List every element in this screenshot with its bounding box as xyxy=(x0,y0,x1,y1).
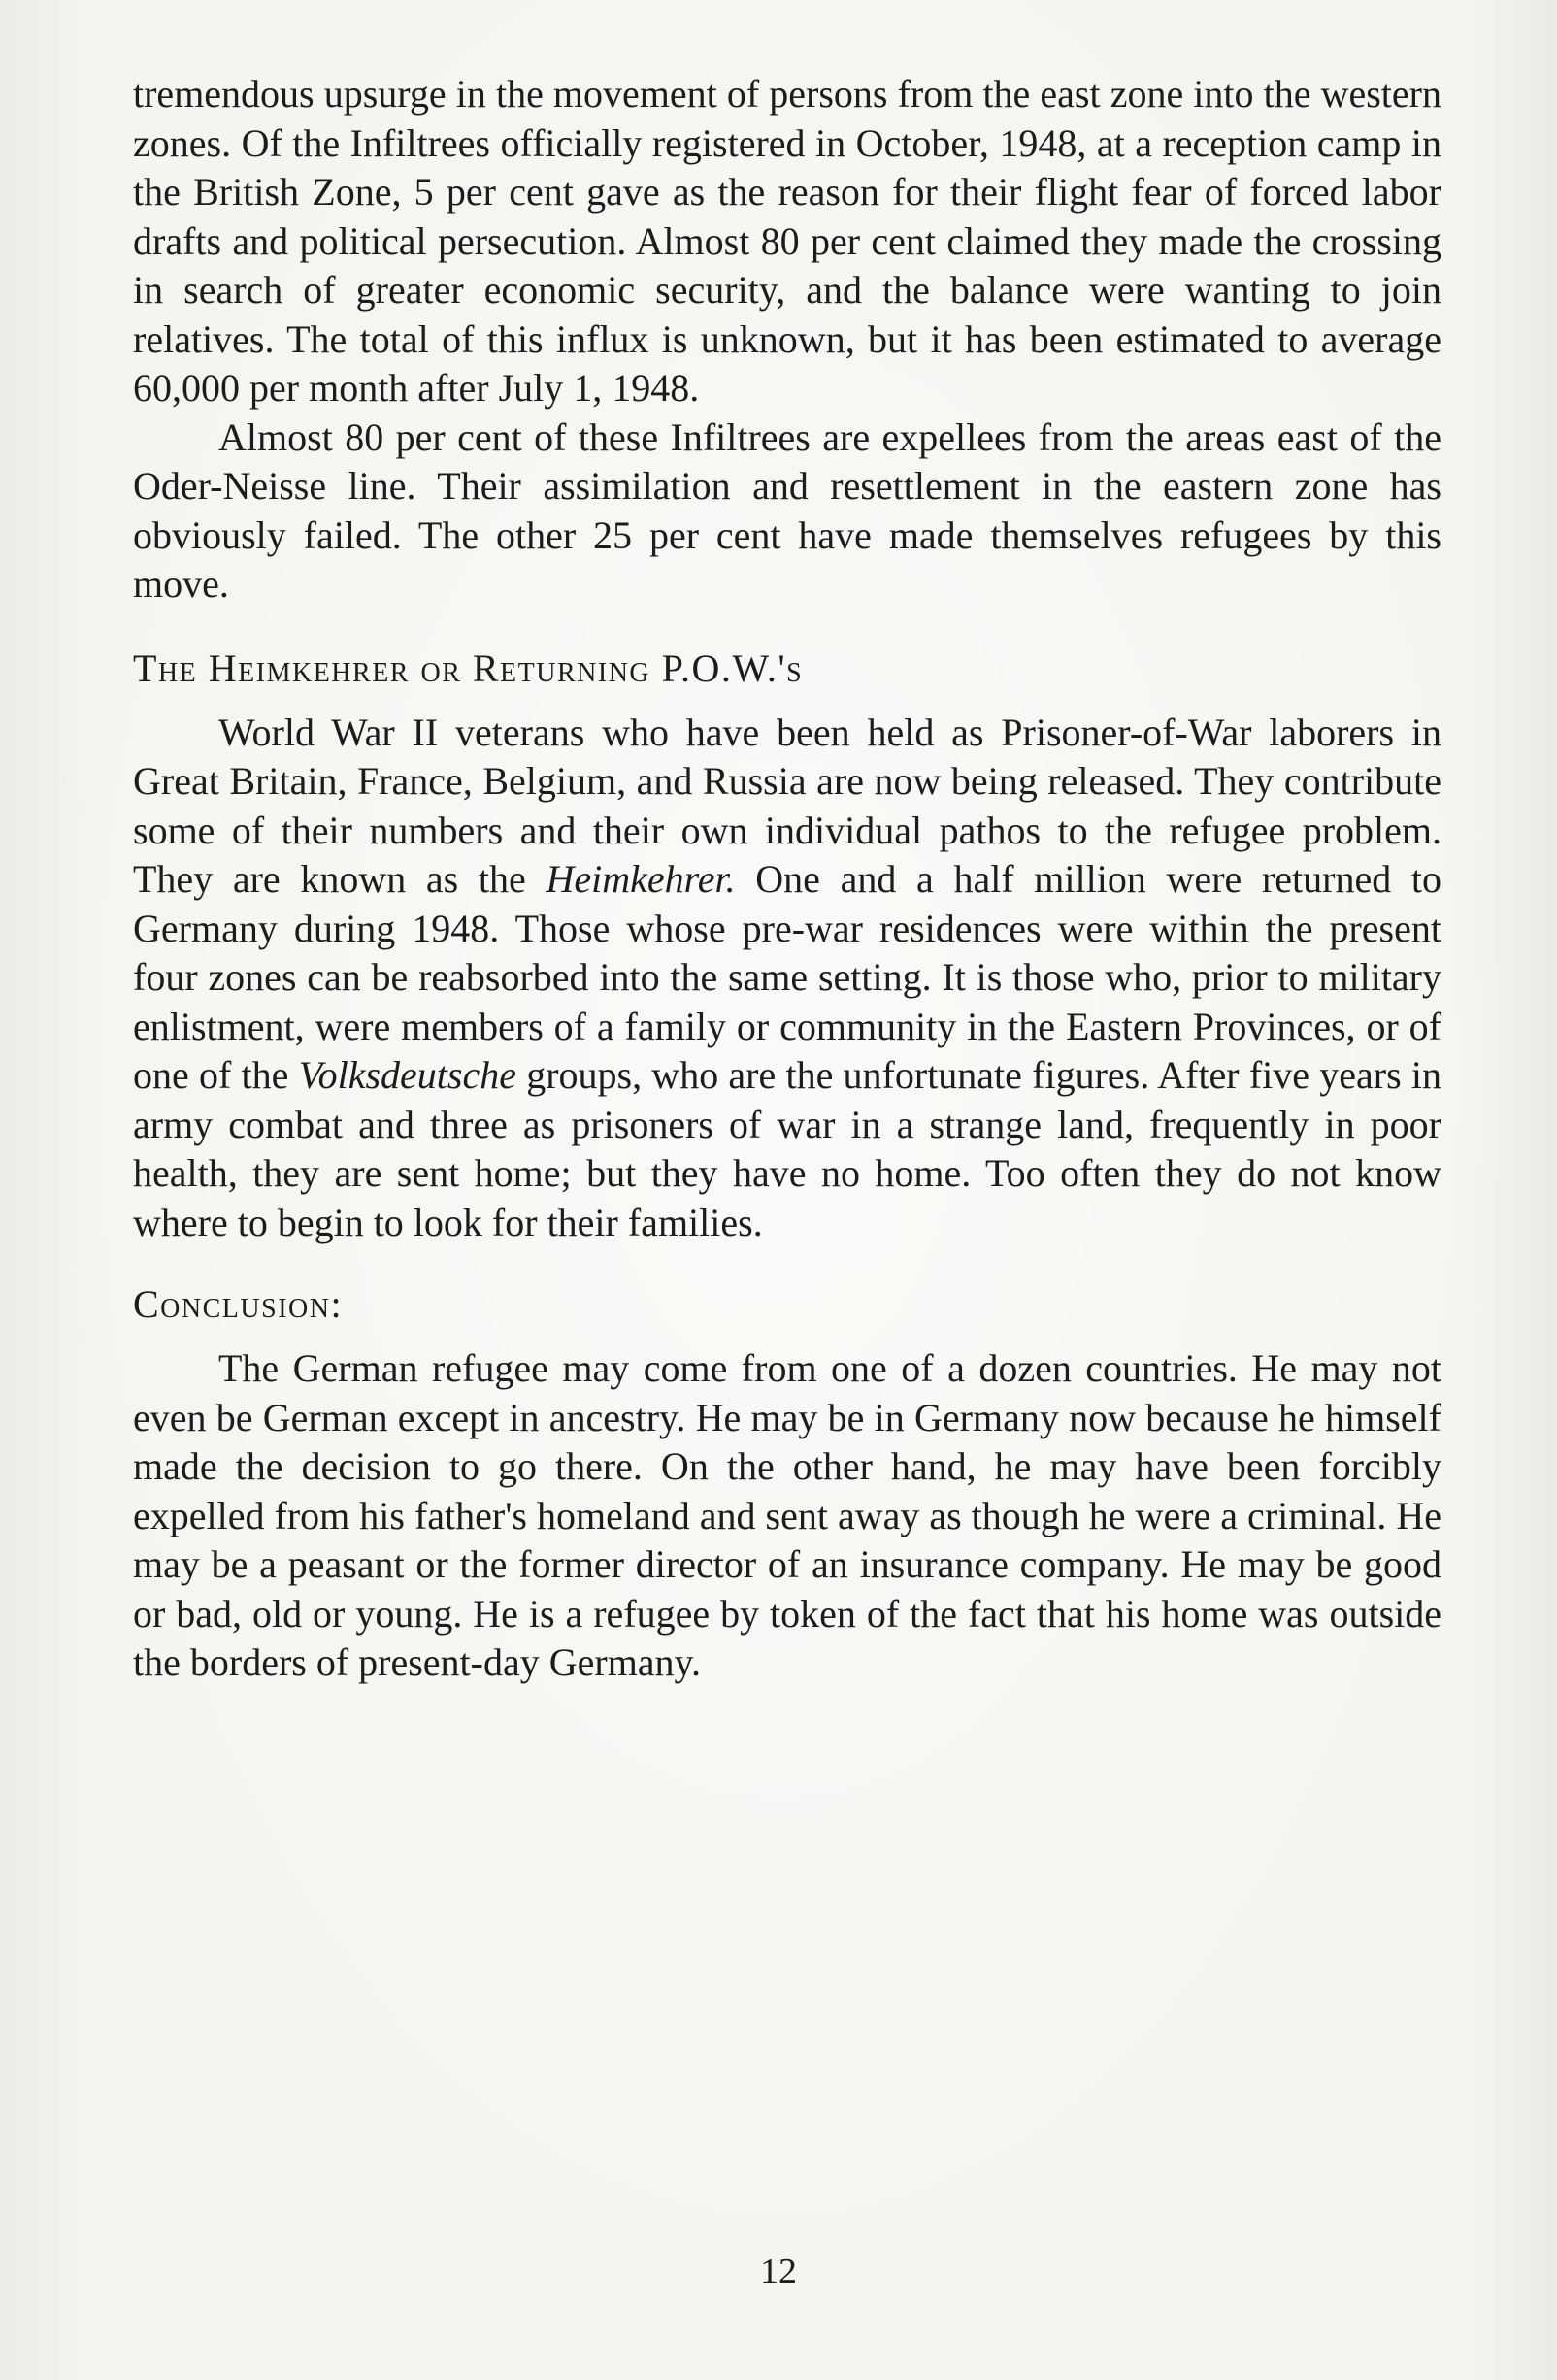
body-text xyxy=(133,70,1441,1688)
paragraph-heimkehrer xyxy=(133,709,1441,1248)
paragraph-conclusion: The German refugee may come from one of a dozen countries. He may not even be German except in ancestry. He may be in Germany now because he himself made the decision to go there. On the other hand, he may have been forcibly expelled from his father's homeland and sent away as though he were a criminal. He may be a peasant or the former director of an insurance company. He may be good or bad, old or young. He is a refugee by token of the fact that his home was outside the borders of present-day Germany. xyxy=(133,1346,1441,1684)
term-heimkehrer: Heimkehrer. xyxy=(546,857,736,901)
page-number: 12 xyxy=(760,2251,797,2292)
paragraph-heimkehrer-text-2: One and a half million were returned to Germany during 1948. Those whose pre-war residences were within the present four zones can be reabsorbed into the same setting. It is those who, prior to military enlistment, were members of a family or community in the Eastern Provinces, or of one of the xyxy=(133,857,1441,1097)
paragraph-heimkehrer-text-1: World War II veterans who have been held as Prisoner-of-War laborers in Great Britain, France, Belgium, and Russia are now being released. They contribute some of their numbers and their own individual pathos to the refugee problem. They are known as the xyxy=(133,710,1441,901)
section-heading-conclusion: Conclusion: xyxy=(133,1282,344,1326)
section-heading-heimkehrer: The Heimkehrer or Returning P.O.W.'s xyxy=(133,645,804,690)
paragraph-heimkehrer-text-3: groups, who are the unfortunate figures. After five years in army combat and three as prisoners of war in a strange land, frequently in poor health, they are sent home; but they have no home. Too often they do not know where to begin to look for their families. xyxy=(133,1053,1441,1244)
paragraph-infiltrees-statistics: tremendous upsurge in the movement of persons from the east zone into the western zones. Of the Infiltrees officially registered in October, 1948, at a reception camp in the British Zone, 5 per cent gave as the reason for their flight fear of forced labor drafts and political persecution. Almost 80 per cent claimed they made the crossing in search of greater economic security, and the balance were wanting to join relatives. The total of this influx is unknown, but it has been estimated to average 60,000 per month after July 1, 1948. xyxy=(133,72,1441,410)
term-volksdeutsche: Volksdeutsche xyxy=(298,1053,516,1097)
paragraph-infiltrees-expellees: Almost 80 per cent of these Infiltrees are expellees from the areas east of the Oder-Neisse line. Their assimilation and resettlement in the eastern zone has obviously failed. The other 25 per cent have made themselves refugees by this move. xyxy=(133,414,1441,606)
